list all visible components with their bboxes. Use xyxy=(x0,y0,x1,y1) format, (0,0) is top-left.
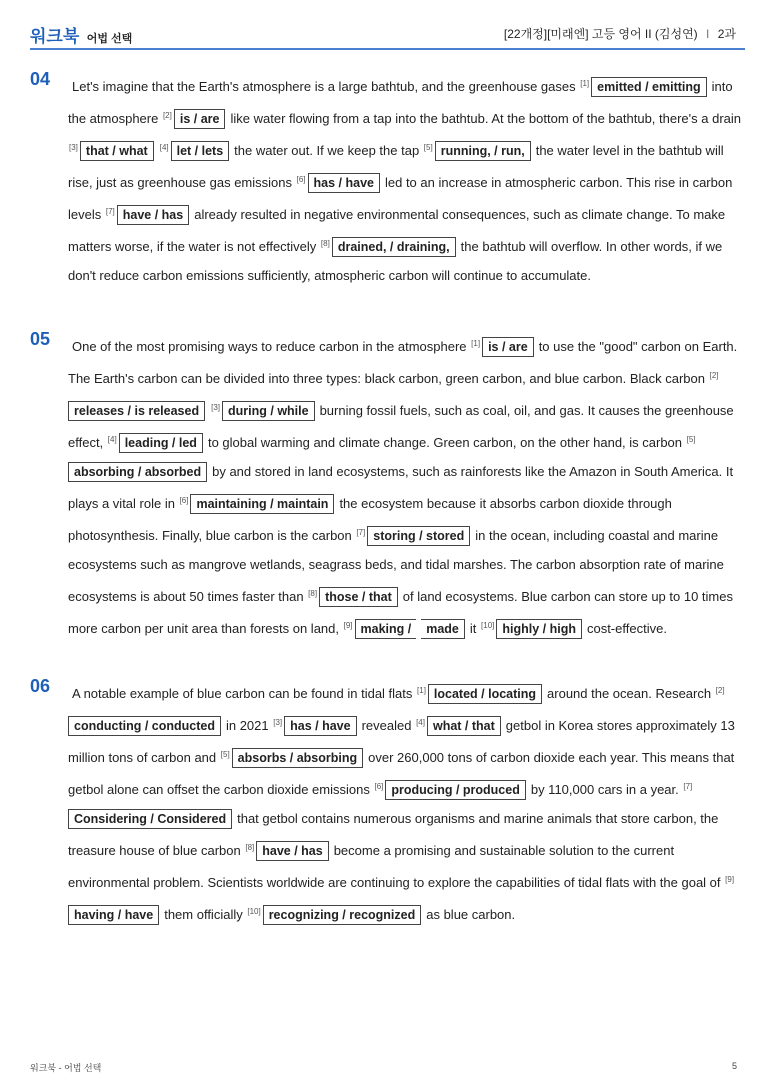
blank-marker: [3] xyxy=(273,718,283,727)
blank-marker: [4] xyxy=(107,435,117,444)
exercise-passage xyxy=(68,676,744,929)
blank-marker: [5] xyxy=(686,435,696,444)
passage-text: the water out. If we keep the tap xyxy=(234,143,423,158)
blank-marker: [3] xyxy=(69,143,78,152)
passage-text: to use the "good" carbon on Earth. The Earth's carbon can be divided into three types: black carbon, green carbon, and blue carbon. Black carbon xyxy=(68,339,738,386)
choice-box[interactable]: absorbing / absorbed xyxy=(68,462,207,482)
passage-text: the water level in the bathtub will rise, just as greenhouse gas emissions xyxy=(68,143,724,190)
blank-marker: [8] xyxy=(320,239,330,248)
passage-text: become a promising and sustainable solution to the current environmental problem. Scientists worldwide are continuing to explore the capabilities of tidal flats with the goal of xyxy=(68,843,725,890)
choice-box[interactable]: made xyxy=(421,619,465,639)
choice-box[interactable]: during / while xyxy=(222,401,315,421)
exercise-number: 05 xyxy=(30,329,51,349)
choice-box[interactable]: having / have xyxy=(68,905,159,925)
passage-text: the ecosystem because it absorbs carbon dioxide through photosynthesis. Finally, blue carbon is the carbon xyxy=(68,496,672,543)
passage-text: into the atmosphere xyxy=(68,79,733,126)
blank-marker: [7] xyxy=(105,207,115,216)
header-divider xyxy=(30,48,745,50)
choice-box[interactable]: let / lets xyxy=(171,141,230,161)
choice-box[interactable]: Considering / Considered xyxy=(68,809,232,829)
page-number: 5 xyxy=(731,1061,737,1071)
passage-text: cost-effective. xyxy=(586,621,667,636)
choice-box[interactable]: producing / produced xyxy=(385,780,525,800)
passage-text: them officially xyxy=(164,907,247,922)
choice-box[interactable]: making / xyxy=(355,619,417,639)
exercise-passage xyxy=(68,329,744,643)
passage-text: the bathtub will overflow. In other words, if we don't reduce carbon emissions sufficiently, atmospheric carbon will continue to accumulate. xyxy=(68,239,723,283)
blank-marker: [10] xyxy=(481,621,495,630)
passage-text: already resulted in negative environmental consequences, such as climate change. To make matters worse, if the water is not effectively xyxy=(68,207,726,254)
choice-box[interactable]: releases / is released xyxy=(68,401,205,421)
brand xyxy=(30,22,132,47)
blank-marker: [4] xyxy=(416,718,425,727)
choice-box[interactable]: that / what xyxy=(80,141,154,161)
passage-text: getbol in Korea stores approximately 13 million tons of carbon and xyxy=(68,718,735,765)
passage-text: One of the most promising ways to reduce carbon in the atmosphere xyxy=(72,339,471,354)
brand-subtitle: 어법 선택 xyxy=(86,33,133,45)
choice-box[interactable]: emitted / emitting xyxy=(591,77,706,97)
choice-box[interactable]: has / have xyxy=(284,716,356,736)
blank-marker: [2] xyxy=(162,111,172,120)
passage-text: in the ocean, including coastal and marine ecosystems such as mangrove wetlands, seagrass beds, and tidal marshes. The carbon absorption rate of marine ecosystems is about 50 times faster than xyxy=(68,528,724,604)
blank-marker: [9] xyxy=(343,621,353,630)
course-title: [22개정][미래엔] 고등 영어 II (김성연) xyxy=(503,27,698,41)
blank-marker: [5] xyxy=(423,143,433,152)
passage-text: like water flowing from a tap into the bathtub. At the bottom of the bathtub, there's a drain xyxy=(230,111,741,126)
footer-label: 워크북 - 어법 선택 xyxy=(30,1063,102,1073)
blank-marker: [1] xyxy=(471,339,481,348)
passage-text: led to an increase in atmospheric carbon. This rise in carbon levels xyxy=(68,175,733,222)
passage-text: as blue carbon. xyxy=(426,907,516,922)
choice-box[interactable]: have / has xyxy=(256,841,328,861)
passage-text: by 110,000 cars in a year. xyxy=(530,782,683,797)
passage-text: by and stored in land ecosystems, such as rainforests like the Amazon in South America. It plays a vital role in xyxy=(68,464,734,511)
blank-marker: [10] xyxy=(247,907,261,916)
passage-text: around the ocean. Research xyxy=(547,686,715,701)
lesson-label: 2과 xyxy=(717,27,736,41)
brand-name: 워크북 xyxy=(30,27,80,46)
choice-box[interactable]: highly / high xyxy=(496,619,582,639)
passage-text: Let's imagine that the Earth's atmosphere is a large bathtub, and the greenhouse gases xyxy=(72,79,580,94)
blank-marker: [1] xyxy=(417,686,426,695)
blank-marker: [7] xyxy=(683,782,693,791)
blank-marker: [8] xyxy=(245,843,255,852)
page-header xyxy=(0,0,768,50)
choice-box[interactable]: have / has xyxy=(117,205,189,225)
choice-box[interactable]: recognizing / recognized xyxy=(263,905,422,925)
blank-marker: [6] xyxy=(374,782,384,791)
exercise-number: 04 xyxy=(30,69,51,89)
blank-marker: [3] xyxy=(211,403,221,412)
passage-text: over 260,000 tons of carbon dioxide each year. This means that getbol alone can offset the carbon dioxide emissions xyxy=(68,750,735,797)
blank-marker: [6] xyxy=(179,496,189,505)
blank-marker: [4] xyxy=(159,143,169,152)
choice-box[interactable]: those / that xyxy=(319,587,398,607)
choice-box[interactable]: running, / run, xyxy=(435,141,531,161)
exercise-number: 06 xyxy=(30,676,51,696)
blank-marker: [2] xyxy=(715,686,725,695)
passage-text: in 2021 xyxy=(225,718,273,733)
blank-marker: [7] xyxy=(356,528,366,537)
header-separator: I xyxy=(706,27,710,41)
passage-text: A notable example of blue carbon can be found in tidal flats xyxy=(72,686,417,701)
choice-box[interactable]: conducting / conducted xyxy=(68,716,221,736)
choice-box[interactable]: has / have xyxy=(308,173,380,193)
course-info xyxy=(504,25,736,42)
passage-text: that getbol contains numerous organisms and marine animals that store carbon, the treasure house of blue carbon xyxy=(68,811,719,858)
choice-box[interactable]: storing / stored xyxy=(367,526,470,546)
choice-box[interactable]: absorbs / absorbing xyxy=(232,748,363,768)
blank-marker: [8] xyxy=(308,589,318,598)
passage-text: to global warming and climate change. Green carbon, on the other hand, is carbon xyxy=(207,435,686,450)
choice-box[interactable]: is / are xyxy=(482,337,534,357)
blank-marker: [9] xyxy=(725,875,735,884)
choice-box[interactable]: maintaining / maintain xyxy=(190,494,334,514)
blank-marker: [5] xyxy=(220,750,230,759)
blank-marker: [2] xyxy=(709,371,719,380)
blank-marker: [1] xyxy=(580,79,590,88)
passage-text: revealed xyxy=(361,718,416,733)
blank-marker: [6] xyxy=(296,175,306,184)
choice-box[interactable]: drained, / draining, xyxy=(332,237,456,257)
choice-box[interactable]: leading / led xyxy=(119,433,203,453)
choice-box[interactable]: what / that xyxy=(427,716,501,736)
passage-text: burning fossil fuels, such as coal, oil, and gas. It causes the greenhouse effect, xyxy=(68,403,734,450)
passage-text: it xyxy=(469,621,481,636)
choice-box[interactable]: is / are xyxy=(174,109,226,129)
exercise-passage xyxy=(68,69,744,290)
choice-box[interactable]: located / locating xyxy=(428,684,542,704)
passage-text: of land ecosystems. Blue carbon can store up to 10 times more carbon per unit area than forests on land, xyxy=(68,589,733,636)
